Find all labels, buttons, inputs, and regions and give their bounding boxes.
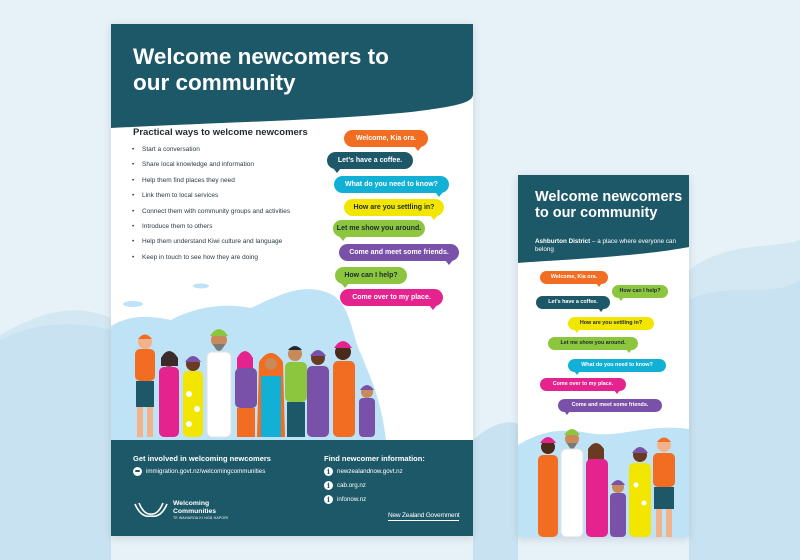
ways-item: • Link them to local services — [131, 188, 290, 203]
involved-title: Get involved in welcoming newcomers — [133, 454, 271, 463]
pull-up-banner — [518, 175, 689, 537]
brand-name-line-2: Communities — [173, 507, 217, 515]
info-link[interactable] — [324, 467, 403, 476]
info-link-text: infonow.nz — [337, 496, 367, 503]
poster — [111, 24, 473, 536]
banner-title: Welcome newcomers to our community — [535, 189, 683, 221]
link-icon — [133, 467, 142, 476]
district-name: Ashburton District — [535, 238, 591, 245]
ways-item: • Help them understand Kiwi culture and language — [131, 234, 290, 249]
speech-bubble: Let me show you around. — [333, 220, 425, 237]
ways-item: • Share local knowledge and information — [131, 157, 290, 172]
speech-bubble: How can I help? — [612, 285, 668, 298]
info-link[interactable] — [324, 481, 366, 490]
ways-list — [131, 142, 290, 265]
banner-people-illustration — [532, 425, 682, 537]
speech-bubble: Let’s have a coffee. — [536, 296, 610, 309]
speech-bubble: What do you need to know? — [334, 176, 449, 193]
info-title: Find newcomer information: — [324, 454, 425, 463]
info-link-text: newzealandnow.govt.nz — [337, 468, 403, 475]
poster-section-title: Practical ways to welcome newcomers — [133, 127, 308, 138]
welcoming-communities-logo — [133, 500, 228, 520]
speech-bubble: Come over to my place. — [340, 289, 443, 306]
ways-item: • Keep in touch to see how they are doing — [131, 250, 290, 265]
ways-item: • Start a conversation — [131, 142, 290, 157]
poster-title: Welcome newcomers to our community — [133, 44, 389, 95]
info-link-text: cab.org.nz — [337, 482, 366, 489]
brand-name-line-1: Welcoming — [173, 500, 210, 507]
info-icon: i — [324, 467, 333, 476]
involved-link-text: immigration.govt.nz/welcomingcommunities — [146, 468, 266, 475]
speech-bubble: How can I help? — [335, 267, 407, 284]
poster-footer — [111, 440, 473, 536]
speech-bubble: How are you settling in? — [344, 199, 444, 216]
nz-government-logo: New Zealand Government — [388, 512, 460, 519]
info-link[interactable] — [324, 495, 366, 504]
speech-bubble: How are you settling in? — [568, 317, 654, 330]
hands-icon — [133, 500, 169, 520]
speech-bubble: Come and meet some friends. — [339, 244, 459, 261]
brand-subtitle: TE WAHAROA KI NGĀ HAPORI — [173, 516, 229, 520]
people-illustration — [121, 314, 391, 454]
speech-bubble: Welcome, Kia ora. — [540, 271, 608, 284]
ways-item: • Connect them with community groups and activities — [131, 204, 290, 219]
involved-link[interactable] — [133, 467, 265, 476]
speech-bubble: Let’s have a coffee. — [327, 152, 413, 169]
speech-bubble: Welcome, Kia ora. — [344, 130, 428, 147]
info-icon: i — [324, 481, 333, 490]
info-icon: i — [324, 495, 333, 504]
speech-bubble: Let me show you around. — [548, 337, 638, 350]
speech-bubble: Come over to my place. — [540, 378, 626, 391]
ways-item: • Help them find places they need — [131, 173, 290, 188]
ways-item: • Introduce them to others — [131, 219, 290, 234]
speech-bubble: What do you need to know? — [568, 359, 666, 372]
speech-bubble: Come and meet some friends. — [558, 399, 662, 412]
district-tagline: – a place where everyone can belong — [535, 238, 677, 253]
banner-subtitle — [535, 238, 680, 254]
